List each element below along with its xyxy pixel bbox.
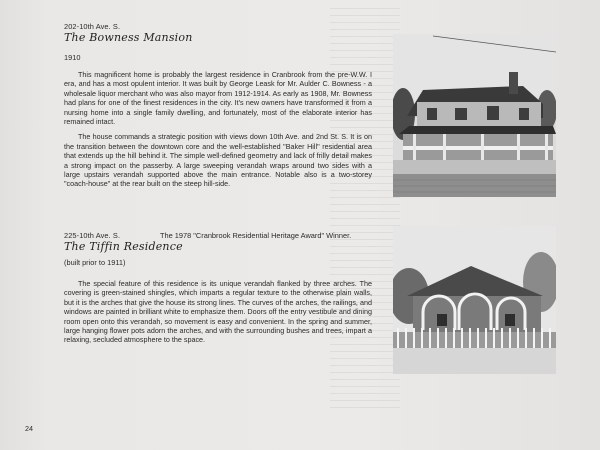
entry2-award: The 1978 "Cranbrook Residential Heritage Award" Winner. xyxy=(160,231,352,240)
entry1-title: The Bowness Mansion xyxy=(64,31,193,44)
bowness-mansion-photo xyxy=(393,34,556,197)
entry2-address: 225-10th Ave. S. xyxy=(64,231,121,240)
entry1-body xyxy=(64,70,372,195)
entry2-paragraph-1: The special feature of this residence is its unique verandah flanked by three arches. The covering is green-stained shingles, which imparts a regular texture to the otherwise plain walls, but it is the arches that give the house its strong lines. The curves of the arches, the railings, and windows are painted in brilliant white to emphasize them. Doors off the entry vestibule and dining room open onto this verandah, so movement is easy and convenient. In the spring and summer, large hanging flower pots adorn the arches, and with the surrounding bushes and trees, impart a relaxing, secluded atmosphere to the space. xyxy=(64,279,372,345)
entry1-date: 1910 xyxy=(64,53,81,62)
entry2-date: (built prior to 1911) xyxy=(64,258,126,267)
page-number: 24 xyxy=(25,424,33,433)
tiffin-residence-photo xyxy=(393,226,556,374)
entry2-body xyxy=(64,279,372,351)
entry2-title: The Tiffin Residence xyxy=(64,240,183,253)
entry1-paragraph-2: The house commands a strategic position with views down 10th Ave. and 2nd St. S. It is on the transition between the downtown core and the well-established "Baker Hill" residential area that extends up the hill behind it. The simple well-defined geometry and lack of frilly detail makes a strong impact on the passerby. A large sweeping verandah wraps around two sides with a large upstairs verandah supported above the main entrance. Notable also is a two-storey "coach-house" at the rear built on the steep hill-side. xyxy=(64,132,372,189)
entry1-paragraph-1: This magnificent home is probably the largest residence in Cranbrook from the pre-W.W. I era, and has a most opulent interior. It was built by George Leask for Mr. Aulder C. Bowness - a wholesale liquor merchant who was also mayor from 1912-1914. As early as 1908, Mr. Bowness had plans for one of the finest residences in the city. It's new owners have transformed it from a nursing home into a single family dwelling, and fortunately, most of the elaborate interior has remained intact. xyxy=(64,70,372,127)
entry1-address: 202-10th Ave. S. xyxy=(64,22,121,31)
